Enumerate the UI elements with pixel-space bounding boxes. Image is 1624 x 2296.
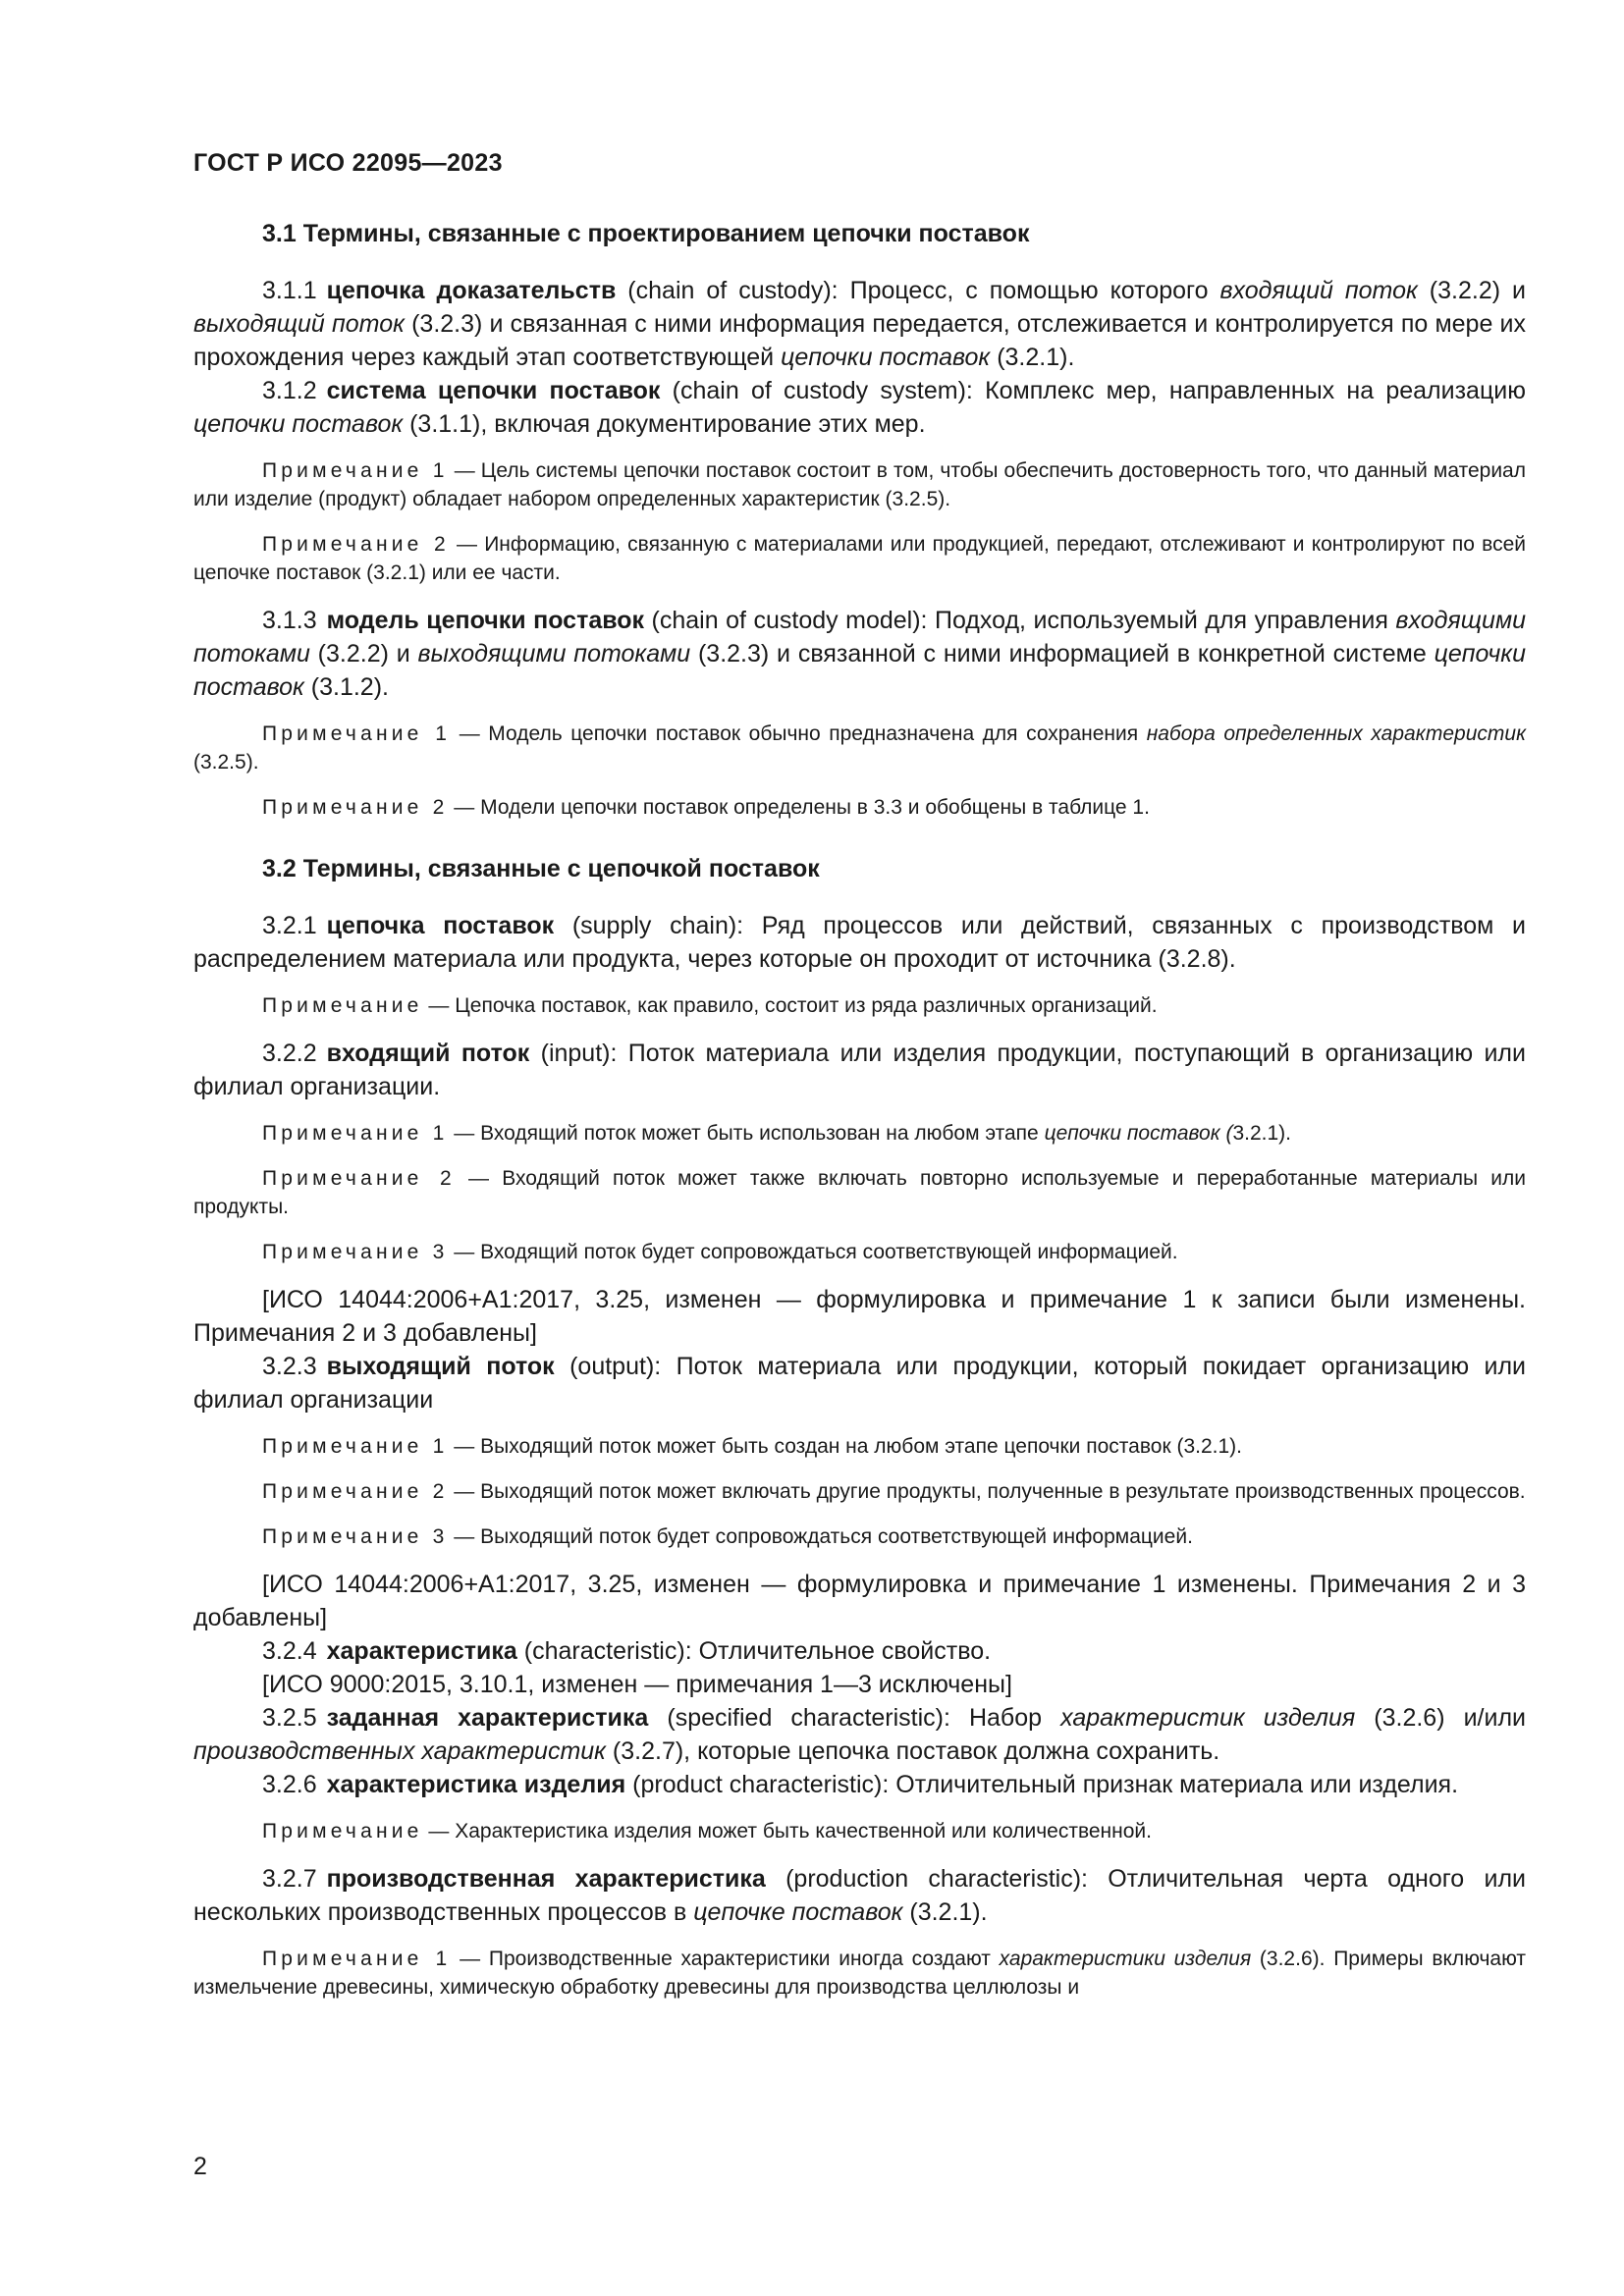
- source-3-2-2: [ИСО 14044:2006+A1:2017, 3.25, изменен — формулировка и примечание 1 к записи были изменены. Примечания 2 и 3 добавлены]: [193, 1286, 1526, 1347]
- term-3-1-1: 3.1.1 цепочка доказательств (chain of custody): Процесс, с помощью которого входящий поток (3.2.2) и выходящий поток (3.2.3) и связанная с ними информация передается, отслеживается и контролируется по мере их прохождения через каждый этап соответствующей цепочки поставок (3.2.1).: [193, 277, 1527, 371]
- source-3-2-3: [ИСО 14044:2006+A1:2017, 3.25, изменен — формулировка и примечание 1 изменены. Примечания 2 и 3 добавлены]: [193, 1571, 1526, 1631]
- note-3-2-3-3: Примечание 3 — Выходящий поток будет сопровождаться соответствующей информацией.: [262, 1525, 1193, 1548]
- term-3-1-3: 3.1.3 модель цепочки поставок (chain of custody model): Подход, используемый для управления входящими потоками (3.2.2) и выходящими потоками (3.2.3) и связанной с ними информацией в конкретной системе цепочки поставок (3.1.2).: [193, 607, 1526, 701]
- note-3-2-2-3: Примечание 3 — Входящий поток будет сопровождаться соответствующей информацией.: [262, 1241, 1178, 1263]
- note-3-1-2-2: Примечание 2 — Информацию, связанную с материалами или продукцией, передают, отслеживают и контролируют по всей цепочке поставок (3.2.1) или ее части.: [193, 533, 1527, 584]
- note-3-1-3-1: Примечание 1 — Модель цепочки поставок обычно предназначена для сохранения набора определенных характеристик (3.2.5).: [193, 722, 1526, 774]
- source-3-2-4: [ИСО 9000:2015, 3.10.1, изменен — примечания 1—3 исключены]: [262, 1671, 1012, 1698]
- note-3-1-3-2: Примечание 2 — Модели цепочки поставок определены в 3.3 и обобщены в таблице 1.: [262, 796, 1150, 819]
- note-3-1-2-1: Примечание 1 — Цель системы цепочки поставок состоит в том, чтобы обеспечить достоверность того, что данный материал или изделие (продукт) обладает набором определенных характеристик (3.2.5).: [193, 459, 1526, 510]
- note-3-2-2-2: Примечание 2 — Входящий поток может также включать повторно используемые и переработанные материалы или продукты.: [193, 1167, 1527, 1218]
- note-3-2-3-2: Примечание 2 — Выходящий поток может включать другие продукты, полученные в результате производственных процессов.: [262, 1480, 1526, 1503]
- note-3-2-2-1: Примечание 1 — Входящий поток может быть использован на любом этапе цепочки поставок (3.2.1).: [262, 1122, 1291, 1145]
- section-title-3-2: 3.2 Термины, связанные с цепочкой поставок: [262, 855, 820, 882]
- note-3-2-6: Примечание — Характеристика изделия может быть качественной или количественной.: [262, 1820, 1152, 1842]
- section-title-3-1: 3.1 Термины, связанные с проектированием цепочки поставок: [262, 220, 1030, 247]
- note-3-2-3-1: Примечание 1 — Выходящий поток может быть создан на любом этапе цепочки поставок (3.2.1).: [262, 1435, 1242, 1458]
- note-3-2-1: Примечание — Цепочка поставок, как правило, состоит из ряда различных организаций.: [262, 994, 1158, 1017]
- term-3-2-5: 3.2.5 заданная характеристика (specified characteristic): Набор характеристик изделия (3.2.6) и/или производственных характеристик (3.2.7), которые цепочка поставок должна сохранить.: [193, 1704, 1526, 1765]
- term-3-2-7: 3.2.7 производственная характеристика (production characteristic): Отличительная черта одного или нескольких производственных процессов в цепочке поставок (3.2.1).: [193, 1865, 1526, 1926]
- term-3-2-1: 3.2.1 цепочка поставок (supply chain): Ряд процессов или действий, связанных с производством и распределением материала или продукта, через которые он проходит от источника (3.2.8).: [193, 912, 1526, 973]
- term-3-2-2: 3.2.2 входящий поток (input): Поток материала или изделия продукции, поступающий в организацию или филиал организации.: [193, 1040, 1526, 1100]
- term-3-1-2: 3.1.2 система цепочки поставок (chain of custody system): Комплекс мер, направленных на реализацию цепочки поставок (3.1.1), включая документирование этих мер.: [193, 377, 1526, 438]
- document-body: [193, 218, 1526, 2018]
- term-3-2-6: 3.2.6 характеристика изделия (product characteristic): Отличительный признак материала или изделия.: [262, 1771, 1459, 1798]
- document-header: ГОСТ Р ИСО 22095—2023: [193, 149, 503, 177]
- term-3-2-4: 3.2.4 характеристика (characteristic): Отличительное свойство.: [262, 1637, 992, 1665]
- page-number: 2: [193, 2153, 207, 2180]
- note-3-2-7-1: Примечание 1 — Производственные характеристики иногда создают характеристики изделия (3.2.6). Примеры включают измельчение древесины, химическую обработку древесины для производства целлюлозы и: [193, 1948, 1527, 1999]
- term-3-2-3: 3.2.3 выходящий поток (output): Поток материала или продукции, который покидает организацию или филиал организации: [193, 1353, 1527, 1414]
